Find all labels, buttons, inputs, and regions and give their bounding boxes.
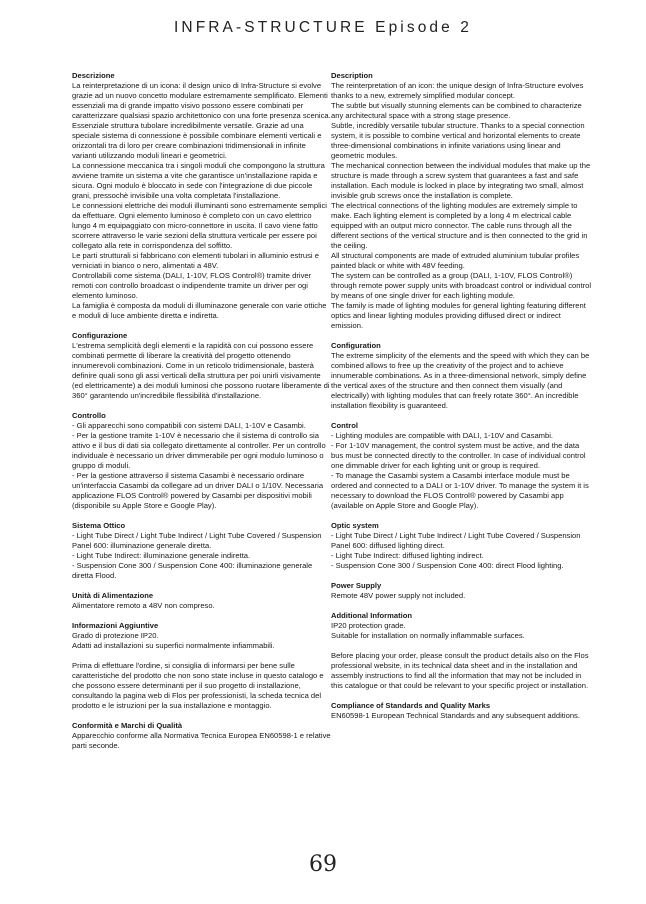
paragraph: Before placing your order, please consult the product details also on the Flos professional website, in its technical data sheet and in the installation and assembly instructions to find all the information that may not be included in this catalogue or that could be relevant to your specific project or installation. <box>331 651 589 690</box>
section-informazioni <box>72 621 332 711</box>
section-title: Configuration <box>331 341 381 350</box>
section-sistema-ottico <box>72 521 332 581</box>
list-item: - Lighting modules are compatible with DALI, 1-10V and Casambi. <box>331 431 554 440</box>
section-compliance <box>331 701 593 721</box>
paragraph: Remote 48V power supply not included. <box>331 591 466 600</box>
list-item: - Per la gestione attraverso il sistema Casambi è necessario ordinare un'interfaccia Casambi da collegare ad un driver DALI o 1/10V. Necessaria applicazione FLOS Control® powered by Casambi per dispositivi mobili (disponibile su Apple Store e Google Play). <box>72 471 324 510</box>
section-alimentazione <box>72 591 332 611</box>
list-item: - Gli apparecchi sono compatibili con sistemi DALI, 1-10V e Casambi. <box>72 421 306 430</box>
section-title: Descrizione <box>72 71 115 80</box>
paragraph: Apparecchio conforme alla Normativa Tecnica Europea EN60598-1 e relative parti seconde. <box>72 731 331 750</box>
section-control <box>331 421 593 511</box>
section-title: Conformità e Marchi di Qualità <box>72 721 183 730</box>
paragraph: Adatti ad installazioni su superfici normalmente infiammabili. <box>72 641 275 650</box>
paragraph: All structural components are made of extruded aluminium tubular profiles painted black or white with 48V feeding. <box>331 251 580 270</box>
section-additional-information <box>331 611 593 691</box>
paragraph: Grado di protezione IP20. <box>72 631 159 640</box>
section-optic-system <box>331 521 593 571</box>
paragraph: The reinterpretation of an icon: the unique design of Infra-Structure evolves thanks to a new, extremely simplified modular concept. <box>331 81 584 100</box>
section-configurazione <box>72 331 332 401</box>
section-title: Optic system <box>331 521 379 530</box>
paragraph: The subtle but visually stunning elements can be combined to characterize any architectural space with a strong stage presence. <box>331 101 582 120</box>
section-power-supply <box>331 581 593 601</box>
section-controllo <box>72 411 332 511</box>
section-title: Description <box>331 71 373 80</box>
paragraph: The mechanical connection between the individual modules that make up the structure is made through a screw system that guarantees a fast and safe installation. Each module is locked in place by integrating two small, almost invisible grub screws once the installation is complete. <box>331 161 591 200</box>
section-title: Control <box>331 421 358 430</box>
paragraph: The system can be controlled as a group (DALI, 1-10V, FLOS Control®) through remote power supply units with broadcast control or individual control by means of one single driver for each lighting module. <box>331 271 592 300</box>
section-conformita <box>72 721 332 751</box>
section-descrizione <box>72 71 332 321</box>
list-item: - Suspension Cone 300 / Suspension Cone 400: illuminazione generale diretta Flood. <box>72 561 313 580</box>
page-number: 69 <box>309 852 337 877</box>
paragraph: The extreme simplicity of the elements and the speed with which they can be combined allows to free up the creativity of the project and to achieve innumerable combinations. As in a three-dimensional network, simply define the vertical axes of the structure and then connect them visually (and electrically) with lighting modules that can freely rotate 360°. An incredible installation flexibility is guaranteed. <box>331 351 590 410</box>
italian-column <box>72 71 332 761</box>
section-title: Power Supply <box>331 581 382 590</box>
paragraph: La famiglia è composta da moduli di illuminazone generale con varie ottiche e moduli di luce ambiente diretta e indiretta. <box>72 301 327 320</box>
paragraph: The family is made of lighting modules for general lighting featuring different optics and linear lighting modules providing diffused direct or indirect emission. <box>331 301 586 330</box>
paragraph: Alimentatore remoto a 48V non compreso. <box>72 601 215 610</box>
page-title: INFRA-STRUCTURE Episode 2 <box>174 19 472 36</box>
list-item: - Suspension Cone 300 / Suspension Cone 400: direct Flood lighting. <box>331 561 564 570</box>
paragraph: IP20 protection grade. <box>331 621 406 630</box>
paragraph: Suitable for installation on normally inflammable surfaces. <box>331 631 525 640</box>
section-title: Controllo <box>72 411 106 420</box>
list-item: - Light Tube Indirect: illuminazione generale indiretta. <box>72 551 251 560</box>
list-item: - Light Tube Direct / Light Tube Indirect / Light Tube Covered / Suspension Panel 600: illuminazione generale diretta. <box>72 531 322 550</box>
section-title: Compliance of Standards and Quality Marks <box>331 701 491 710</box>
section-description <box>331 71 593 331</box>
section-title: Informazioni Aggiuntive <box>72 621 159 630</box>
paragraph: Essenziale struttura tubolare incredibilmente versatile. Grazie ad una speciale sistema di connessione è possibile combinare elementi verticali e orizzontali tra di loro per creare combinazioni tridimensionali in infinite varianti utilizzando moduli lineari e geometrici. <box>72 121 322 160</box>
paragraph: Le parti strutturali si fabbricano con elementi tubolari in alluminio estrusi e verniciati in bianco o nero, alimentati a 48V. <box>72 251 319 270</box>
list-item: - Per la gestione tramite 1-10V è necessario che il sistema di controllo sia attivo e il bus di dati sia collegato direttamente al controller. Per un controllo individuale è necessario un driver dimmerabile per ogni modulo luminoso o gruppo di moduli. <box>72 431 326 470</box>
section-title: Additional Information <box>331 611 412 620</box>
list-item: - Light Tube Direct / Light Tube Indirect / Light Tube Covered / Suspension Panel 600: diffused lighting direct. <box>331 531 581 550</box>
list-item: - For 1-10V management, the control system must be active, and the data bus must be connected directly to the controller. In case of individual control one dimmable driver for each lighting unit or group is required. <box>331 441 586 470</box>
paragraph: Controllabili come sistema (DALI, 1-10V, FLOS Control®) tramite driver remoti con controllo broadcast o indipendente tramite un driver per ogi elemento luminoso. <box>72 271 312 300</box>
paragraph: La reinterpretazione di un icona: il design unico di Infra-Structure si evolve grazie ad un nuovo concetto modulare estremamente semplificato. Elementi essenziali ma di grande impatto visivo possono essere combinati per caratterizzare qualsiasi spazio architettonico con una forte presenza scenica. <box>72 81 331 120</box>
paragraph: Subtle, incredibly versatile tubular structure. Thanks to a special connection system, it is possible to combine vertical and horizontal elements to create three-dimensional combinations in infinite variations using linear and geometric modules. <box>331 121 585 160</box>
paragraph: Prima di effettuare l'ordine, si consiglia di informarsi per bene sulle caratteristiche del prodotto che non sono state incluse in questo catalogo e che possono essere determinanti per il suo progetto di installazione, consultando la pagina web di Flos per professionisti, la scheda tecnica del prodotto e le istruzioni per la sua installazione e montaggio. <box>72 661 324 710</box>
section-title: Unità di Alimentazione <box>72 591 154 600</box>
section-title: Configurazione <box>72 331 128 340</box>
paragraph: EN60598-1 European Technical Standards and any subsequent additions. <box>331 711 580 720</box>
english-column <box>331 71 593 731</box>
section-title: Sistema Ottico <box>72 521 126 530</box>
list-item: - To manage the Casambi system a Casambi interface module must be ordered and connected to a DALI or 1-10V driver. To manage the system it is necessary to download the FLOS Control® powered by Casambi app (available on Apple Store and Google Play). <box>331 471 589 510</box>
paragraph: The electrical connections of the lighting modules are extremely simple to make. Each lighting element is completed by a long 4 m electrical cable equipped with an output micro connector. The cable runs through all the different sections of the vertical structure and is then connected to the grid in the ceiling. <box>331 201 588 250</box>
paragraph: L'estrema semplicità degli elementi e la rapidità con cui possono essere combinati permette di liberare la creatività del progetto ottenendo innumerevoli combinazioni. Come in un reticolo tridimensionale, basterà definire quali sono gli assi verticali della struttura per poi unirli visivamente (ed elettricamente) a dei moduli luminosi che possono ruotare liberamente di 360° garantendo un'incredibile flessibilità d'installazione. <box>72 341 330 400</box>
paragraph: Le connessioni elettriche dei moduli illuminanti sono estremamente semplici da effettuare. Ogni elemento luminoso è completo con un cavo elettrico lungo 4 m equipaggiato con micro-connettore in uscita. Il cavo viene fatto scorrere attraverso le varie sezioni della struttura verticale per essere poi collegato alla rete in corrispondenza del soffitto. <box>72 201 327 250</box>
paragraph: La connessione meccanica tra i singoli moduli che compongono la struttura avviene tramite un sistema a vite che garantisce un'installazione rapida e sicura. Ogni modulo è bloccato in sede con l'integrazione di due piccole grani, pressochè invisibile una volta completata l'installazione. <box>72 161 325 200</box>
section-configuration <box>331 341 593 411</box>
list-item: - Light Tube Indirect: diffused lighting indirect. <box>331 551 484 560</box>
